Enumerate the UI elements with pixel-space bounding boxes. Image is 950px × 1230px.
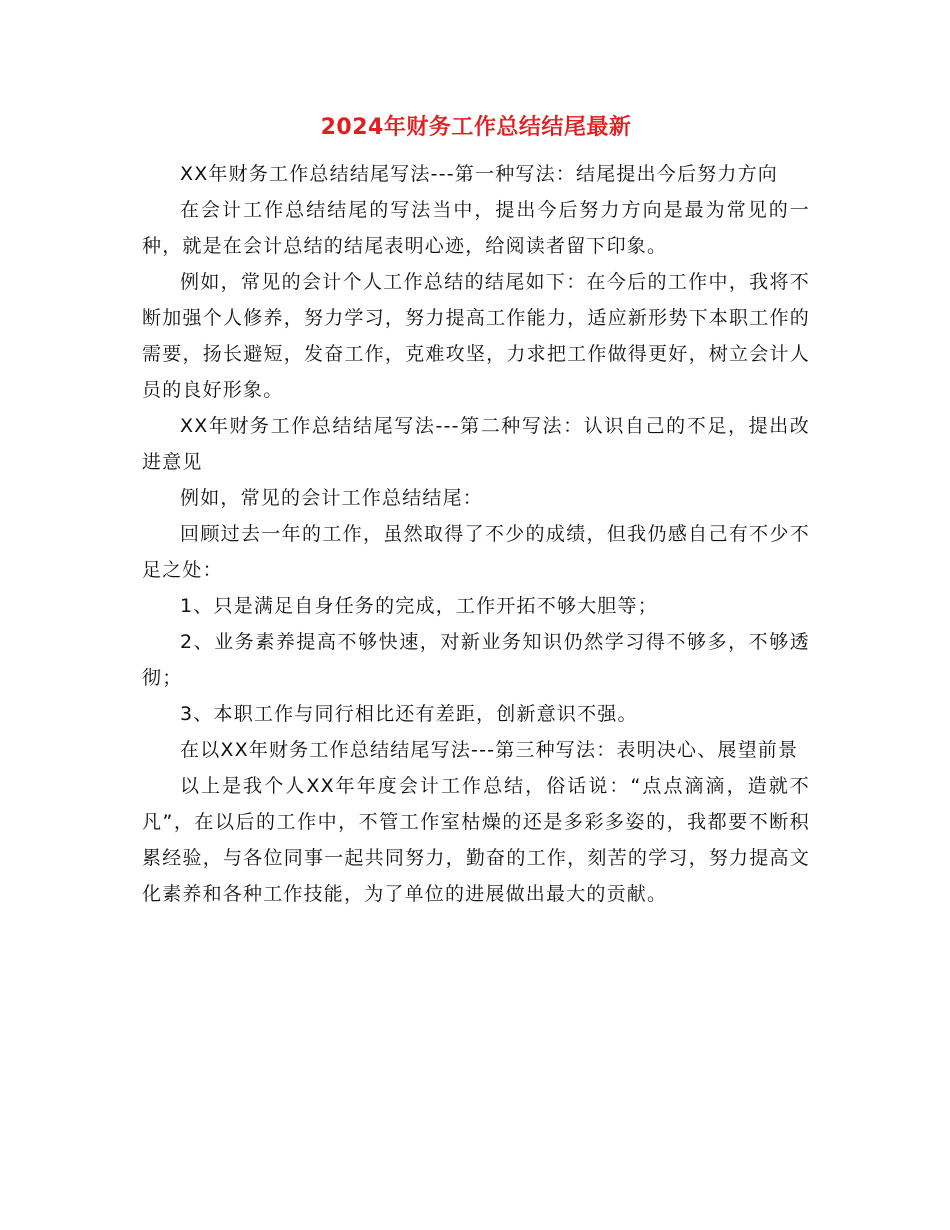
list-item-3: 3、本职工作与同行相比还有差距，创新意识不强。 [180, 703, 638, 725]
document-title: 2024年财务工作总结结尾最新 [320, 115, 632, 140]
paragraph-3: 例如，常见的会计个人工作总结的结尾如下：在今后的工作中，我将不断加强个人修养，努力学习，努力提高工作能力，适应新形势下本职工作的需要，扬长避短，发奋工作，克难攻坚，力求把工作做得更好，树立会计人员的良好形象。 [142, 271, 810, 401]
paragraph-1: XX年财务工作总结结尾写法---第一种写法：结尾提出今后努力方向 [180, 163, 779, 185]
paragraph-6: 回顾过去一年的工作，虽然取得了不少的成绩，但我仍感自己有不少不足之处： [142, 523, 810, 581]
paragraph-2: 在会计工作总结结尾的写法当中，提出今后努力方向是最为常见的一种，就是在会计总结的结尾表明心迹，给阅读者留下印象。 [142, 199, 810, 257]
paragraph-7: 在以XX年财务工作总结结尾写法---第三种写法：表明决心、展望前景 [180, 739, 799, 761]
list-item-2: 2、业务素养提高不够快速，对新业务知识仍然学习得不够多，不够透彻； [142, 631, 810, 689]
paragraph-4: XX年财务工作总结结尾写法---第二种写法：认识自己的不足，提出改进意见 [142, 415, 810, 473]
list-item-1: 1、只是满足自身任务的完成，工作开拓不够大胆等； [180, 595, 658, 617]
paragraph-8: 以上是我个人XX年年度会计工作总结，俗话说：“点点滴滴，造就不凡”，在以后的工作中，不管工作室枯燥的还是多彩多姿的，我都要不断积累经验，与各位同事一起共同努力，勤奋的工作，刻苦的学习，努力提高文化素养和各种工作技能，为了单位的进展做出最大的贡献。 [142, 775, 810, 905]
paragraph-5: 例如，常见的会计工作总结结尾： [180, 487, 484, 509]
